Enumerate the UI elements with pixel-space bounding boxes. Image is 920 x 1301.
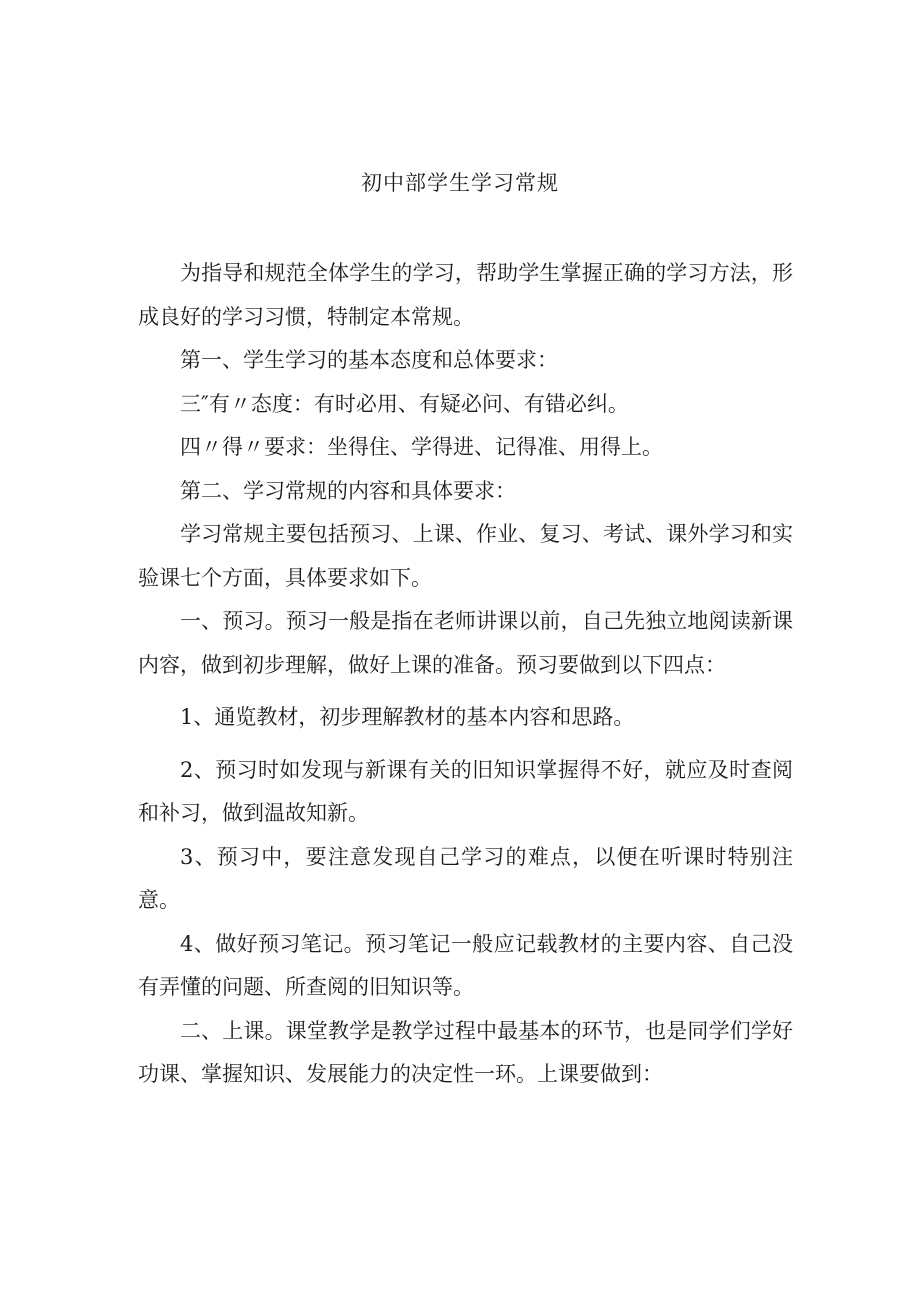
- paragraph-preview-item-2: 2、预习时如发现与新课有关的旧知识掌握得不好，就应及时查阅和补习，做到温故知新。: [138, 757, 793, 825]
- document-body: [138, 252, 793, 1097]
- paragraph-preview: 一、预习。预习一般是指在老师讲课以前，自己先独立地阅读新课内容，做到初步理解，做好上课的准备。预习要做到以下四点：: [138, 609, 793, 677]
- paragraph-overview: 学习常规主要包括预习、上课、作业、复习、考试、课外学习和实验课七个方面，具体要求如下。: [138, 522, 793, 590]
- paragraph-section-one-heading: 第一、学生学习的基本态度和总体要求：: [180, 348, 558, 372]
- paragraph-preview-item-4: 4、做好预习笔记。预习笔记一般应记载教材的主要内容、自己没有弄懂的问题、所查阅的旧知识等。: [138, 931, 793, 999]
- document-title: 初中部学生学习常规: [361, 171, 559, 195]
- paragraph-intro: 为指导和规范全体学生的学习，帮助学生掌握正确的学习方法，形成良好的学习习惯，特制定本常规。: [138, 261, 793, 329]
- paragraph-section-two-heading: 第二、学习常规的内容和具体要求：: [180, 478, 516, 503]
- paragraph-preview-item-3: 3、预习中，要注意发现自己学习的难点，以便在听课时特别注意。: [138, 844, 793, 912]
- paragraph-four-requirements: 四〃得〃要求：坐得住、学得进、记得准、用得上。: [180, 435, 663, 459]
- paragraph-preview-item-1: 1、通览教材，初步理解教材的基本内容和思路。: [180, 705, 635, 729]
- paragraph-class: 二、上课。课堂教学是教学过程中最基本的环节，也是同学们学好功课、掌握知识、发展能力的决定性一环。上课要做到：: [138, 1018, 793, 1086]
- paragraph-three-attitudes: 三″有〃态度：有时必用、有疑必问、有错必纠。: [180, 391, 629, 416]
